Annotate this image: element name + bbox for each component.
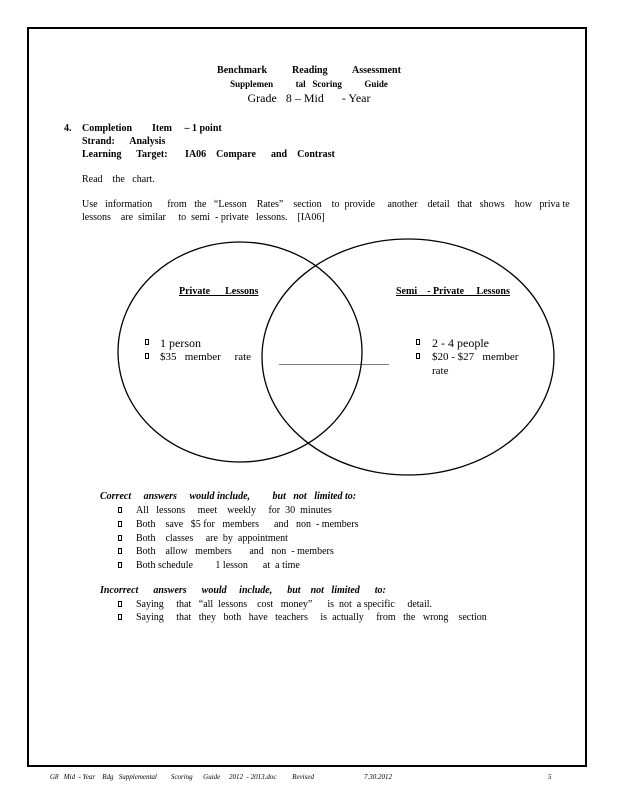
footer-date: 7.30.2012 bbox=[364, 773, 392, 781]
item-number: 4. bbox=[64, 123, 72, 134]
incorrect-answer-item: Saying that they both have teachers is actually from the wrong section bbox=[136, 612, 487, 623]
strand: Strand: Analysis bbox=[82, 136, 166, 147]
venn-left-item: 1 person bbox=[160, 336, 201, 350]
bullet-icon bbox=[118, 507, 122, 513]
instruction-line-2: lessons are similar to semi - private lessons. [IA06] bbox=[82, 212, 325, 223]
correct-answer-item: Both allow members and non - members bbox=[136, 546, 334, 557]
bullet-icon bbox=[145, 353, 149, 359]
instruction-line-1: Use information from the “Lesson Rates” section to provide another detail that shows how priva te bbox=[82, 199, 570, 210]
footer-filename: G8 Mid - Year Rdg Supplemental Scoring Guide 2012 - 2013.doc Revised bbox=[50, 773, 314, 781]
incorrect-answer-item: Saying that “all lessons cost money” is not a specific detail. bbox=[136, 599, 433, 610]
venn-right-title: Semi - Private Lessons bbox=[396, 286, 510, 297]
correct-answer-item: All lessons meet weekly for 30 minutes bbox=[136, 505, 332, 516]
bullet-icon bbox=[118, 535, 122, 541]
venn-left-item: $35 member rate bbox=[160, 351, 252, 363]
venn-answer-blank: ____________________ bbox=[279, 354, 389, 366]
venn-right-item: 2 - 4 people bbox=[432, 336, 489, 350]
learning-target: Learning Target: IA06 Compare and Contrast bbox=[82, 149, 335, 160]
bullet-icon bbox=[118, 601, 122, 607]
bullet-icon bbox=[118, 562, 122, 568]
venn-left-title: Private Lessons bbox=[179, 286, 259, 297]
correct-answer-item: Both schedule 1 lesson at a time bbox=[136, 560, 300, 571]
bullet-icon bbox=[118, 521, 122, 527]
bullet-icon bbox=[118, 548, 122, 554]
grade-line: Grade 8 – Mid - Year bbox=[247, 91, 371, 105]
instruction-read: Read the chart. bbox=[82, 174, 155, 185]
page-subtitle: Supplemen tal Scoring Guide bbox=[230, 79, 388, 89]
item-title: Completion Item – 1 point bbox=[82, 123, 222, 134]
bullet-icon bbox=[416, 339, 420, 345]
page-title: Benchmark Reading Assessment bbox=[217, 65, 401, 76]
incorrect-answers-heading: Incorrect answers would include, but not limited to: bbox=[100, 585, 386, 596]
venn-right-item: $20 - $27 member bbox=[432, 351, 519, 363]
correct-answer-item: Both classes are by appointment bbox=[136, 533, 288, 544]
bullet-icon bbox=[416, 353, 420, 359]
footer-page-number: 5 bbox=[548, 773, 552, 781]
venn-right-item: rate bbox=[432, 365, 449, 377]
bullet-icon bbox=[145, 339, 149, 345]
correct-answer-item: Both save $5 for members and non - members bbox=[136, 519, 359, 530]
bullet-icon bbox=[118, 614, 122, 620]
correct-answers-heading: Correct answers would include, but not limited to: bbox=[100, 491, 357, 502]
